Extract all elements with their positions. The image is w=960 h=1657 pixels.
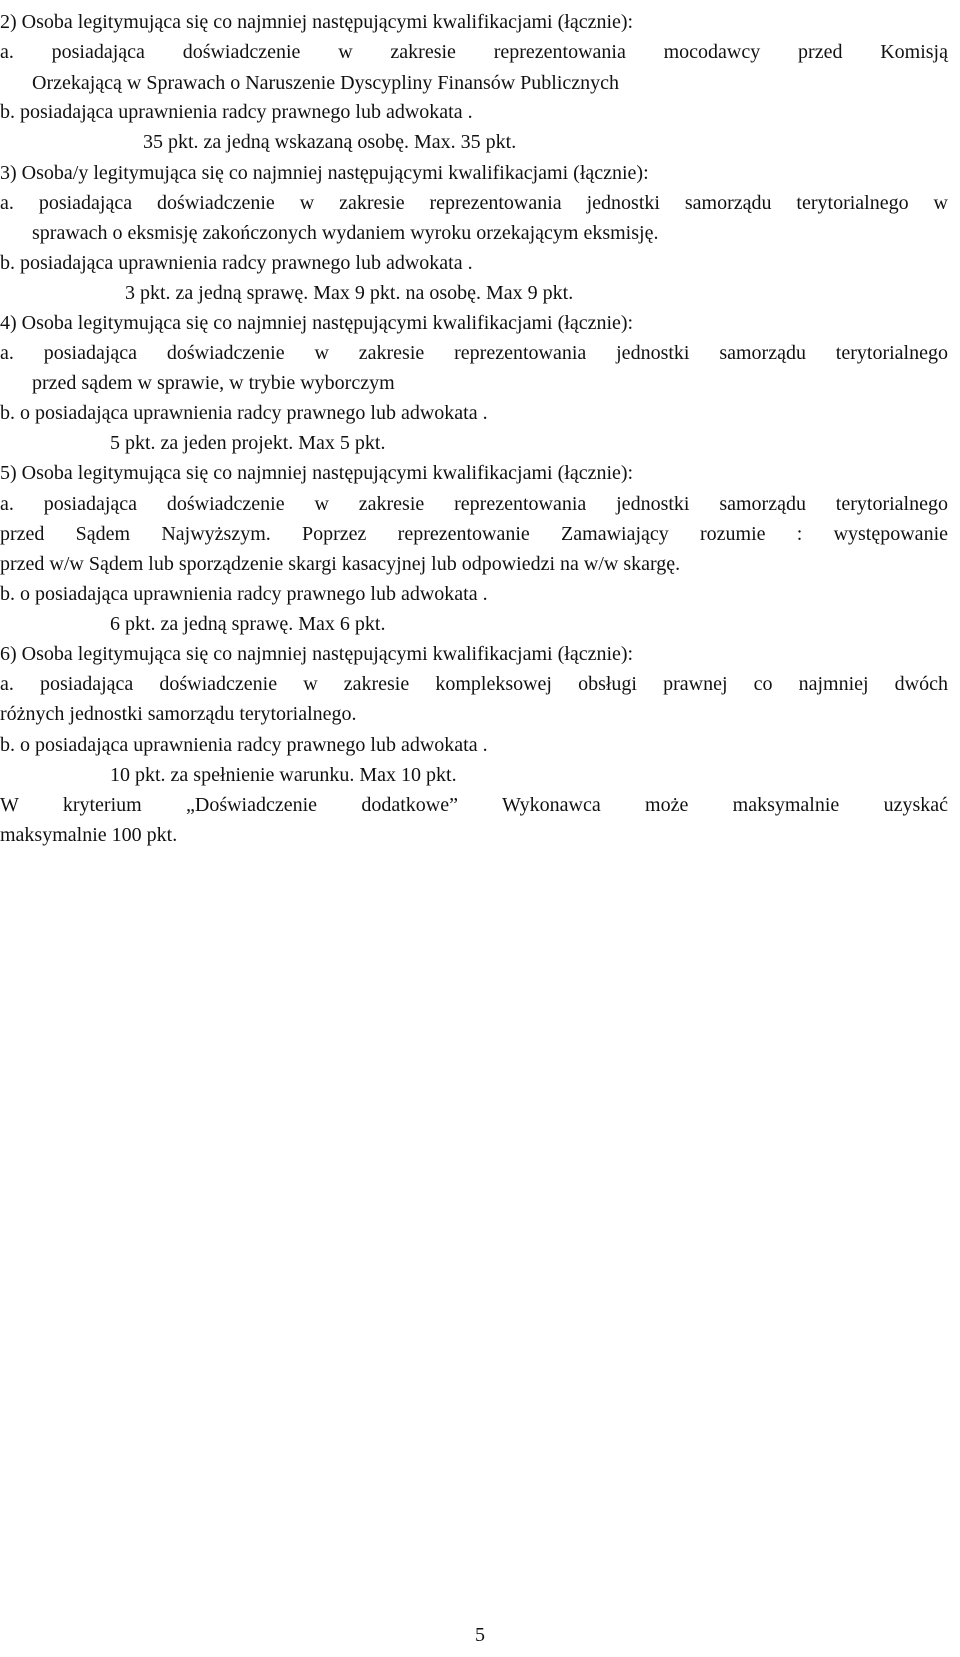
text-line: 5) Osoba legitymująca się co najmniej następującymi kwalifikacjami (łącznie):: [0, 462, 634, 484]
text-line: Orzekającą w Sprawach o Naruszenie Dyscypliny Finansów Publicznych: [32, 72, 620, 94]
text-line: 3) Osoba/y legitymująca się co najmniej następującymi kwalifikacjami (łącznie):: [0, 162, 649, 184]
text-line: 35 pkt. za jedną wskazaną osobę. Max. 35 pkt.: [143, 131, 517, 153]
text-line: b. posiadająca uprawnienia radcy prawnego lub adwokata .: [0, 101, 473, 123]
text-line: W kryterium „Doświadczenie dodatkowe” Wykonawca może maksymalnie uzyskać: [0, 794, 948, 816]
text-line: b. o posiadająca uprawnienia radcy prawnego lub adwokata .: [0, 402, 488, 424]
text-line: a. posiadająca doświadczenie w zakresie reprezentowania jednostki samorządu terytorialnego: [0, 493, 948, 515]
text-line: a. posiadająca doświadczenie w zakresie kompleksowej obsługi prawnej co najmniej dwóch: [0, 673, 948, 695]
text-line: różnych jednostki samorządu terytorialnego.: [0, 703, 357, 725]
text-line: 6) Osoba legitymująca się co najmniej następującymi kwalifikacjami (łącznie):: [0, 643, 634, 665]
text-line: 2) Osoba legitymująca się co najmniej następującymi kwalifikacjami (łącznie):: [0, 11, 634, 33]
text-line: przed Sądem Najwyższym. Poprzez reprezentowanie Zamawiający rozumie : występowanie: [0, 523, 948, 545]
text-line: b. posiadająca uprawnienia radcy prawnego lub adwokata .: [0, 252, 473, 274]
text-line: a. posiadająca doświadczenie w zakresie reprezentowania mocodawcy przed Komisją: [0, 41, 948, 63]
text-line: 5 pkt. za jeden projekt. Max 5 pkt.: [110, 432, 386, 454]
text-line: 4) Osoba legitymująca się co najmniej następującymi kwalifikacjami (łącznie):: [0, 312, 634, 334]
page-number: 5: [475, 1624, 485, 1646]
text-line: 3 pkt. za jedną sprawę. Max 9 pkt. na osobę. Max 9 pkt.: [125, 282, 574, 304]
text-line: maksymalnie 100 pkt.: [0, 824, 178, 846]
text-line: a. posiadająca doświadczenie w zakresie reprezentowania jednostki samorządu terytorialnego w: [0, 192, 948, 214]
text-line: 6 pkt. za jedną sprawę. Max 6 pkt.: [110, 613, 386, 635]
text-line: a. posiadająca doświadczenie w zakresie reprezentowania jednostki samorządu terytorialnego: [0, 342, 948, 364]
text-line: przed w/w Sądem lub sporządzenie skargi kasacyjnej lub odpowiedzi na w/w skargę.: [0, 553, 681, 575]
text-line: 10 pkt. za spełnienie warunku. Max 10 pkt.: [110, 764, 457, 786]
text-line: sprawach o eksmisję zakończonych wydaniem wyroku orzekającym eksmisję.: [32, 222, 659, 244]
text-line: b. o posiadająca uprawnienia radcy prawnego lub adwokata .: [0, 734, 488, 756]
text-line: przed sądem w sprawie, w trybie wyborczym: [32, 372, 395, 394]
text-line: b. o posiadająca uprawnienia radcy prawnego lub adwokata .: [0, 583, 488, 605]
